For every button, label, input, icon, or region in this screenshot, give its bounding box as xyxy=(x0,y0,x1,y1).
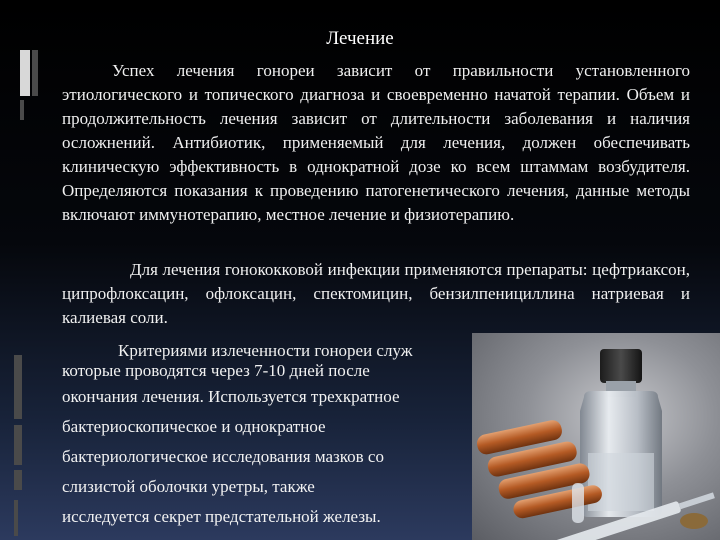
criteria-line: которые проводятся через 7-10 дней после xyxy=(62,361,370,380)
paragraph-criteria xyxy=(62,359,482,533)
paragraph-drugs: Для лечения гонококковой инфекции применяются препараты: цефтриаксон, ципрофлоксацин, офлоксацин, спектомицин, бензилпенициллина натриевая и калиевая соли. xyxy=(62,260,690,327)
left-decoration xyxy=(0,0,60,540)
criteria-line: слизистой оболочки уретры, также xyxy=(62,477,315,496)
criteria-line: бактериоскопическое и однократное xyxy=(62,417,326,436)
paragraph-treatment-overview: Успех лечения гонореи зависит от правильности установленного этиологического и топического диагноза и своевременно начатой терапии. Объем и продолжительность лечения зависит от длительности заболевания и наличия осложнений. Антибиотик, применяемый для лечения, должен обеспечивать клиническую эффективность в однократной дозе ко всем штаммам возбудителя. Определяются показания к проведению патогенетического лечения, данные методы включают иммунотерапию, местное лечение и физиотерапию. xyxy=(62,61,690,224)
medicine-vial-ampoules-syringe-icon xyxy=(472,333,720,540)
criteria-line: окончания лечения. Используется трехкратное xyxy=(62,387,400,406)
criteria-line: исследуется секрет предстательной железы. xyxy=(62,507,381,526)
criteria-line: бактериологическое исследования мазков со xyxy=(62,447,384,466)
slide-title: Лечение xyxy=(326,28,394,49)
medicine-photo xyxy=(472,333,720,540)
paragraph-criteria-first-line: Критериями излеченности гонореи служ xyxy=(118,341,413,360)
